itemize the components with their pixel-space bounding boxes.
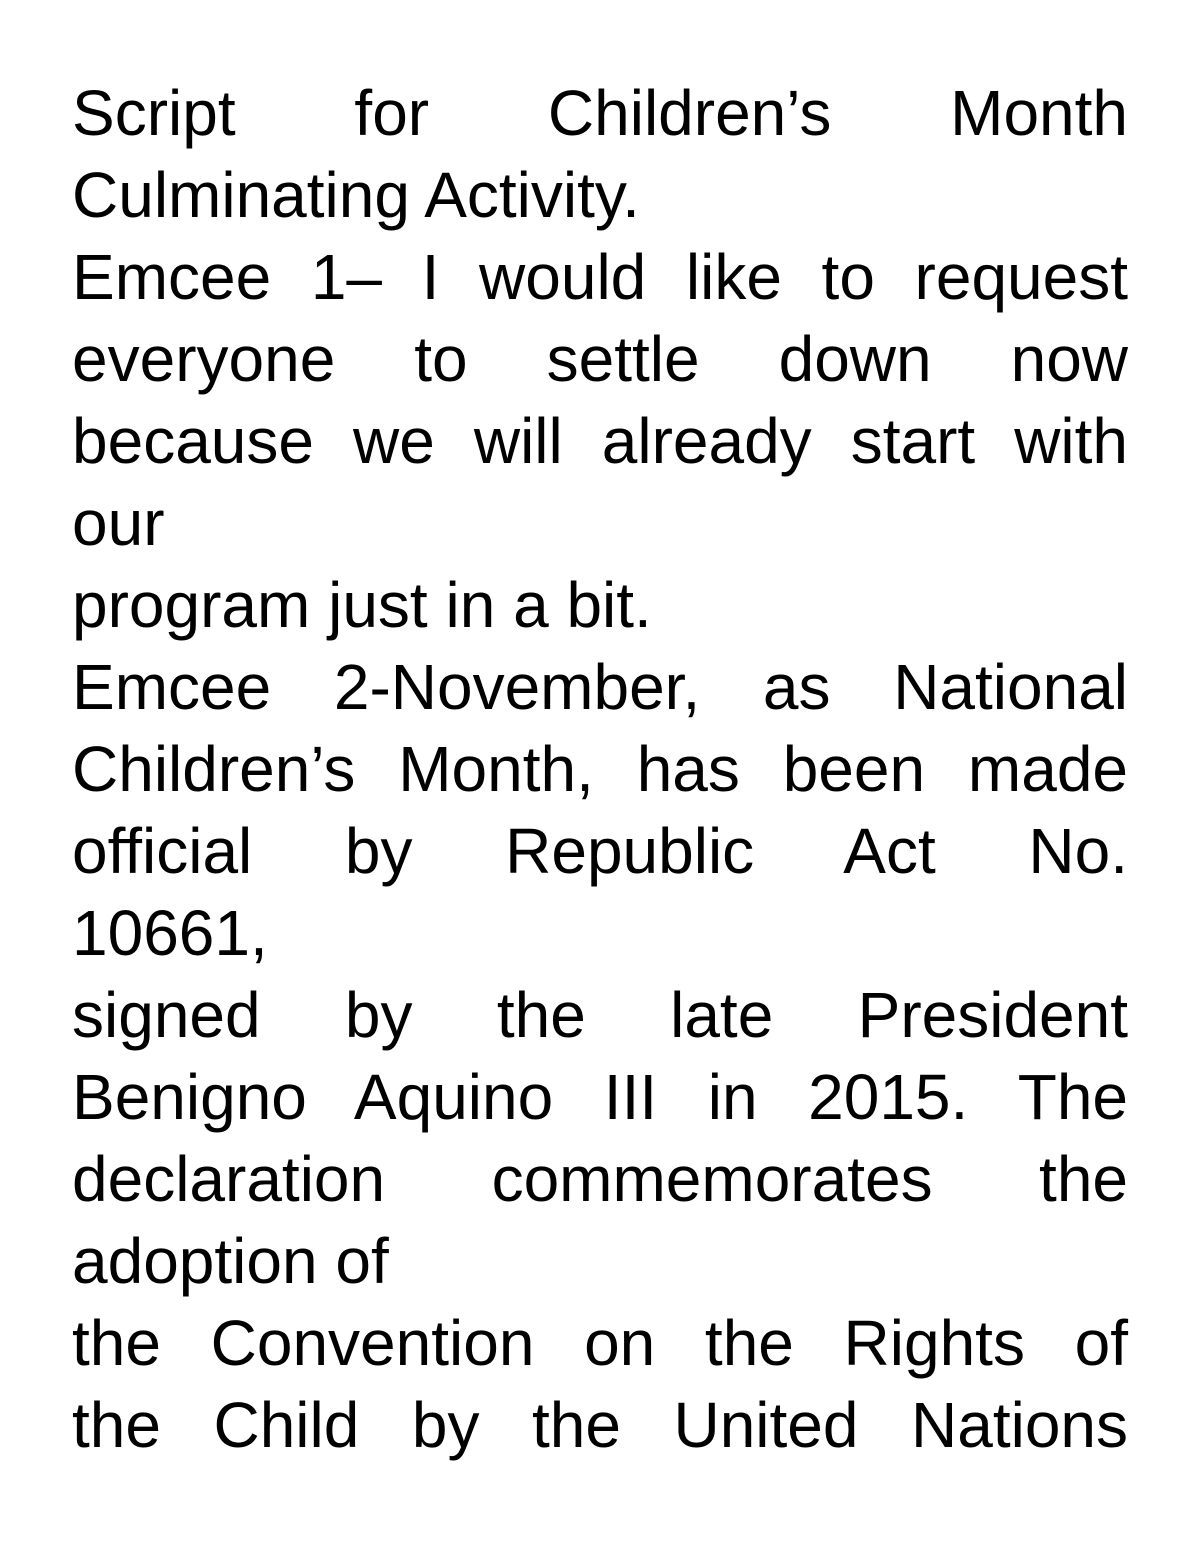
text-line: Script for Children’s Month [72, 77, 1128, 149]
text-line: Children’s Month, has been made [72, 733, 1128, 805]
text-line: the Convention on the Rights of [72, 1307, 1128, 1379]
text-line: 10661, [72, 897, 268, 969]
text-line: signed by the late President [72, 979, 1128, 1051]
text-line: our [72, 487, 165, 559]
text-line: Emcee 1– I would like to request [72, 241, 1128, 313]
text-line: Emcee 2-November, as National [72, 651, 1128, 723]
text-line: adoption of [72, 1225, 389, 1297]
text-line: the Child by the United Nations [72, 1389, 1128, 1461]
script-text [72, 72, 1128, 1466]
text-line: declaration commemorates the [72, 1143, 1128, 1215]
text-line: Culminating Activity. [72, 159, 640, 231]
text-line: because we will already start with [72, 405, 1128, 477]
text-line: Benigno Aquino III in 2015. The [72, 1061, 1128, 1133]
text-line: official by Republic Act No. [72, 815, 1128, 887]
text-line: everyone to settle down now [72, 323, 1128, 395]
text-line: program just in a bit. [72, 569, 652, 641]
